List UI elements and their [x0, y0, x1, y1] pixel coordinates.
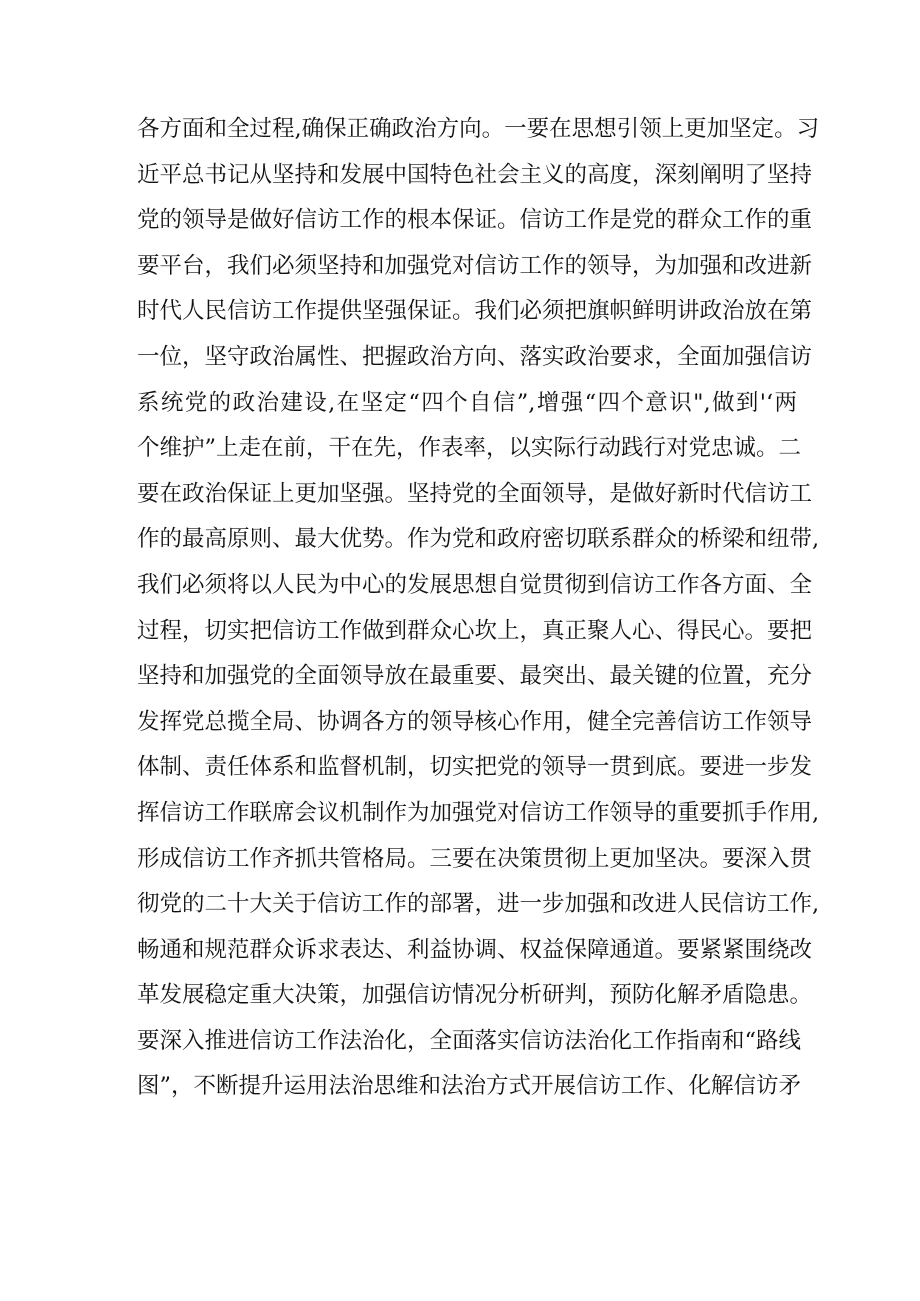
text-line: 彻党的二十大关于信访工作的部署，进一步加强和改进人民信访工作, — [137, 891, 820, 918]
text-line: 时代人民信访工作提供坚强保证。我们必须把旗帜鲜明讲政治放在第 — [137, 298, 813, 325]
text-line: 坚持和加强党的全面领导放在最重要、最突出、最关键的位置，充分 — [137, 663, 813, 690]
text-line: 系统党的政治建设,在坚定“四个自信”,增强“四个意识",做到'‘两 — [137, 389, 797, 416]
text-line: 形成信访工作齐抓共管格局。三要在决策贯彻上更加坚决。要深入贯 — [137, 845, 813, 872]
text-line: 体制、责任体系和监督机制，切实把党的领导一贯到底。要进一步发 — [137, 754, 813, 781]
text-line: 要深入推进信访工作法治化，全面落实信访法治化工作指南和“路线 — [137, 1027, 802, 1054]
text-line: 发挥党总揽全局、协调各方的领导核心作用，健全完善信访工作领导 — [137, 708, 813, 735]
text-line: 我们必须将以人民为中心的发展思想自觉贯彻到信访工作各方面、全 — [137, 571, 813, 598]
text-line: 近平总书记从坚持和发展中国特色社会主义的高度，深刻阐明了坚持 — [137, 161, 813, 188]
text-line: 作的最高原则、最大优势。作为党和政府密切联系群众的桥梁和纽带, — [137, 526, 820, 553]
text-line: 畅通和规范群众诉求表达、利益协调、权益保障通道。要紧紧围绕改 — [137, 936, 813, 963]
body-text — [137, 111, 820, 1114]
text-line: 图”，不断提升运用法治思维和法治方式开展信访工作、化解信访矛 — [137, 1073, 802, 1100]
text-line: 党的领导是做好信访工作的根本保证。信访工作是党的群众工作的重 — [137, 207, 813, 234]
text-line: 过程，切实把信访工作做到群众心坎上，真正聚人心、得民心。要把 — [137, 617, 813, 644]
text-line: 革发展稳定重大决策，加强信访情况分析研判，预防化解矛盾隐患。 — [137, 982, 813, 1009]
text-line: 个维护”上走在前，干在先，作表率，以实际行动践行对党忠诚。二 — [137, 435, 802, 462]
text-line: 要在政治保证上更加坚强。坚持党的全面领导，是做好新时代信访工 — [137, 480, 813, 507]
text-line: 一位，坚守政治属性、把握政治方向、落实政治要求，全面加强信访 — [137, 343, 813, 370]
text-line: 各方面和全过程,确保正确政治方向。一要在思想引领上更加坚定。习 — [137, 116, 820, 142]
text-line: 要平台，我们必须坚持和加强党对信访工作的领导，为加强和改进新 — [137, 252, 813, 279]
text-line: 挥信访工作联席会议机制作为加强党对信访工作领导的重要抓手作用, — [137, 799, 820, 826]
